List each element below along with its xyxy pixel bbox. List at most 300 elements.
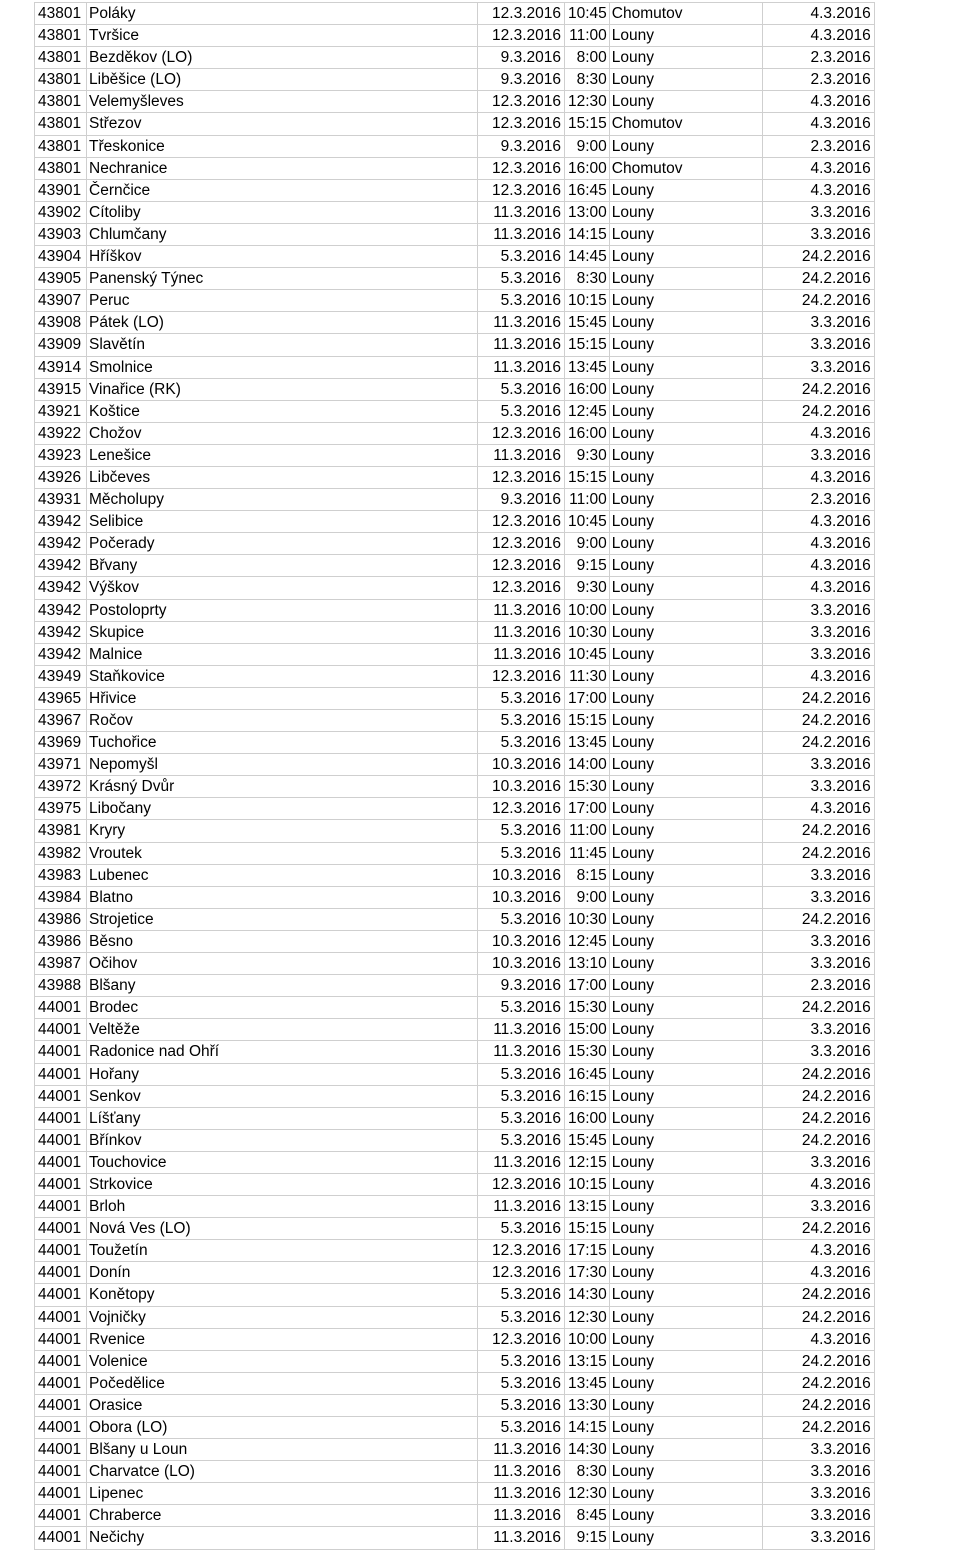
location-cell: Louny: [609, 1085, 762, 1107]
date-cell: 11.3.2016: [478, 356, 565, 378]
municipality-cell: Líšťany: [87, 1107, 478, 1129]
time-cell: 9:15: [565, 1527, 610, 1549]
date-cell: 11.3.2016: [478, 621, 565, 643]
municipality-cell: Skupice: [87, 621, 478, 643]
deadline-date-cell: 4.3.2016: [762, 665, 874, 687]
municipality-cell: Blšany: [87, 975, 478, 997]
postal-code-cell: 44001: [35, 1129, 87, 1151]
location-cell: Chomutov: [609, 3, 762, 25]
deadline-date-cell: 24.2.2016: [762, 378, 874, 400]
date-cell: 11.3.2016: [478, 312, 565, 334]
table-row: [35, 25, 875, 47]
municipality-cell: Lenešice: [87, 444, 478, 466]
municipality-cell: Pátek (LO): [87, 312, 478, 334]
time-cell: 17:00: [565, 687, 610, 709]
municipality-cell: Orasice: [87, 1394, 478, 1416]
location-cell: Louny: [609, 246, 762, 268]
deadline-date-cell: 3.3.2016: [762, 599, 874, 621]
location-cell: Louny: [609, 953, 762, 975]
location-cell: Louny: [609, 1394, 762, 1416]
deadline-date-cell: 4.3.2016: [762, 511, 874, 533]
deadline-date-cell: 24.2.2016: [762, 1284, 874, 1306]
postal-code-cell: 44001: [35, 1218, 87, 1240]
deadline-date-cell: 3.3.2016: [762, 1041, 874, 1063]
date-cell: 12.3.2016: [478, 91, 565, 113]
postal-code-cell: 43909: [35, 334, 87, 356]
municipality-cell: Postoloprty: [87, 599, 478, 621]
municipality-cell: Počerady: [87, 533, 478, 555]
time-cell: 12:30: [565, 1306, 610, 1328]
municipality-cell: Veltěže: [87, 1019, 478, 1041]
postal-code-cell: 43926: [35, 466, 87, 488]
date-cell: 5.3.2016: [478, 1085, 565, 1107]
deadline-date-cell: 4.3.2016: [762, 1240, 874, 1262]
postal-code-cell: 43907: [35, 290, 87, 312]
date-cell: 5.3.2016: [478, 687, 565, 709]
municipality-cell: Očihov: [87, 953, 478, 975]
table-row: [35, 1328, 875, 1350]
time-cell: 9:30: [565, 577, 610, 599]
municipality-cell: Smolnice: [87, 356, 478, 378]
municipality-cell: Poláky: [87, 3, 478, 25]
date-cell: 11.3.2016: [478, 1527, 565, 1549]
deadline-date-cell: 24.2.2016: [762, 268, 874, 290]
time-cell: 9:30: [565, 444, 610, 466]
deadline-date-cell: 24.2.2016: [762, 400, 874, 422]
time-cell: 15:30: [565, 776, 610, 798]
date-cell: 12.3.2016: [478, 25, 565, 47]
date-cell: 12.3.2016: [478, 555, 565, 577]
table-row: [35, 776, 875, 798]
table-row: [35, 1063, 875, 1085]
municipality-cell: Malnice: [87, 643, 478, 665]
postal-code-cell: 43981: [35, 820, 87, 842]
location-cell: Louny: [609, 555, 762, 577]
time-cell: 17:15: [565, 1240, 610, 1262]
date-cell: 11.3.2016: [478, 1151, 565, 1173]
location-cell: Louny: [609, 754, 762, 776]
time-cell: 10:15: [565, 290, 610, 312]
deadline-date-cell: 4.3.2016: [762, 91, 874, 113]
postal-code-cell: 43942: [35, 621, 87, 643]
location-cell: Louny: [609, 1284, 762, 1306]
municipality-cell: Blatno: [87, 886, 478, 908]
postal-code-cell: 44001: [35, 997, 87, 1019]
location-cell: Louny: [609, 732, 762, 754]
postal-code-cell: 43982: [35, 842, 87, 864]
municipality-cell: Výškov: [87, 577, 478, 599]
deadline-date-cell: 4.3.2016: [762, 1173, 874, 1195]
table-row: [35, 820, 875, 842]
table-row: [35, 533, 875, 555]
location-cell: Louny: [609, 1328, 762, 1350]
municipality-cell: Radonice nad Ohří: [87, 1041, 478, 1063]
date-cell: 5.3.2016: [478, 378, 565, 400]
deadline-date-cell: 4.3.2016: [762, 1328, 874, 1350]
deadline-date-cell: 24.2.2016: [762, 1306, 874, 1328]
date-cell: 12.3.2016: [478, 1173, 565, 1195]
time-cell: 8:45: [565, 1505, 610, 1527]
municipality-cell: Třeskonice: [87, 135, 478, 157]
table-row: [35, 91, 875, 113]
location-cell: Louny: [609, 400, 762, 422]
deadline-date-cell: 2.3.2016: [762, 135, 874, 157]
municipality-cell: Selibice: [87, 511, 478, 533]
date-cell: 11.3.2016: [478, 599, 565, 621]
time-cell: 14:45: [565, 246, 610, 268]
time-cell: 13:15: [565, 1350, 610, 1372]
postal-code-cell: 44001: [35, 1372, 87, 1394]
date-cell: 12.3.2016: [478, 511, 565, 533]
date-cell: 12.3.2016: [478, 113, 565, 135]
municipality-cell: Střezov: [87, 113, 478, 135]
municipality-cell: Strojetice: [87, 908, 478, 930]
municipality-cell: Ročov: [87, 710, 478, 732]
date-cell: 11.3.2016: [478, 1439, 565, 1461]
deadline-date-cell: 3.3.2016: [762, 356, 874, 378]
date-cell: 5.3.2016: [478, 820, 565, 842]
time-cell: 15:15: [565, 113, 610, 135]
postal-code-cell: 44001: [35, 1019, 87, 1041]
deadline-date-cell: 3.3.2016: [762, 312, 874, 334]
location-cell: Louny: [609, 334, 762, 356]
deadline-date-cell: 3.3.2016: [762, 643, 874, 665]
municipality-cell: Nová Ves (LO): [87, 1218, 478, 1240]
postal-code-cell: 43949: [35, 665, 87, 687]
deadline-date-cell: 4.3.2016: [762, 577, 874, 599]
date-cell: 10.3.2016: [478, 886, 565, 908]
municipality-cell: Libčeves: [87, 466, 478, 488]
table-row: [35, 599, 875, 621]
time-cell: 13:45: [565, 356, 610, 378]
time-cell: 10:45: [565, 643, 610, 665]
deadline-date-cell: 24.2.2016: [762, 290, 874, 312]
location-cell: Louny: [609, 268, 762, 290]
time-cell: 8:00: [565, 47, 610, 69]
municipality-cell: Charvatce (LO): [87, 1461, 478, 1483]
table-row: [35, 1350, 875, 1372]
location-cell: Louny: [609, 290, 762, 312]
municipality-cell: Cítoliby: [87, 201, 478, 223]
deadline-date-cell: 24.2.2016: [762, 1218, 874, 1240]
time-cell: 15:15: [565, 466, 610, 488]
table-row: [35, 1173, 875, 1195]
table-row: [35, 798, 875, 820]
deadline-date-cell: 4.3.2016: [762, 1262, 874, 1284]
postal-code-cell: 43942: [35, 511, 87, 533]
location-cell: Louny: [609, 665, 762, 687]
postal-code-cell: 43908: [35, 312, 87, 334]
postal-code-cell: 44001: [35, 1350, 87, 1372]
deadline-date-cell: 3.3.2016: [762, 886, 874, 908]
time-cell: 11:00: [565, 820, 610, 842]
postal-code-cell: 43987: [35, 953, 87, 975]
location-cell: Louny: [609, 1505, 762, 1527]
date-cell: 12.3.2016: [478, 798, 565, 820]
postal-code-cell: 44001: [35, 1151, 87, 1173]
postal-code-cell: 43942: [35, 643, 87, 665]
time-cell: 10:45: [565, 511, 610, 533]
time-cell: 9:00: [565, 533, 610, 555]
postal-code-cell: 43801: [35, 25, 87, 47]
date-cell: 12.3.2016: [478, 533, 565, 555]
location-cell: Louny: [609, 312, 762, 334]
postal-code-cell: 44001: [35, 1306, 87, 1328]
date-cell: 5.3.2016: [478, 290, 565, 312]
postal-code-cell: 44001: [35, 1196, 87, 1218]
deadline-date-cell: 24.2.2016: [762, 1129, 874, 1151]
date-cell: 9.3.2016: [478, 47, 565, 69]
municipality-cell: Nepomyšl: [87, 754, 478, 776]
deadline-date-cell: 4.3.2016: [762, 3, 874, 25]
table-row: [35, 135, 875, 157]
postal-code-cell: 43942: [35, 533, 87, 555]
table-row: [35, 1505, 875, 1527]
location-cell: Louny: [609, 356, 762, 378]
deadline-date-cell: 3.3.2016: [762, 864, 874, 886]
municipality-cell: Senkov: [87, 1085, 478, 1107]
postal-code-cell: 43972: [35, 776, 87, 798]
table-row: [35, 687, 875, 709]
table-row: [35, 555, 875, 577]
municipality-cell: Toužetín: [87, 1240, 478, 1262]
table-row: [35, 1284, 875, 1306]
postal-code-cell: 44001: [35, 1483, 87, 1505]
table-row: [35, 754, 875, 776]
deadline-date-cell: 4.3.2016: [762, 533, 874, 555]
table-row: [35, 997, 875, 1019]
date-cell: 5.3.2016: [478, 1394, 565, 1416]
location-cell: Louny: [609, 1527, 762, 1549]
time-cell: 13:30: [565, 1394, 610, 1416]
time-cell: 15:30: [565, 1041, 610, 1063]
time-cell: 11:30: [565, 665, 610, 687]
location-cell: Louny: [609, 444, 762, 466]
municipality-cell: Brodec: [87, 997, 478, 1019]
deadline-date-cell: 3.3.2016: [762, 754, 874, 776]
location-cell: Louny: [609, 908, 762, 930]
date-cell: 11.3.2016: [478, 1505, 565, 1527]
date-cell: 5.3.2016: [478, 997, 565, 1019]
postal-code-cell: 43801: [35, 91, 87, 113]
postal-code-cell: 44001: [35, 1085, 87, 1107]
location-cell: Louny: [609, 1240, 762, 1262]
time-cell: 14:00: [565, 754, 610, 776]
location-cell: Louny: [609, 820, 762, 842]
table-row: [35, 908, 875, 930]
location-cell: Louny: [609, 223, 762, 245]
postal-code-cell: 44001: [35, 1284, 87, 1306]
postal-code-cell: 43905: [35, 268, 87, 290]
postal-code-cell: 43904: [35, 246, 87, 268]
deadline-date-cell: 3.3.2016: [762, 776, 874, 798]
table-row: [35, 378, 875, 400]
table-row: [35, 886, 875, 908]
time-cell: 9:00: [565, 886, 610, 908]
deadline-date-cell: 24.2.2016: [762, 842, 874, 864]
table-row: [35, 1372, 875, 1394]
table-row: [35, 69, 875, 91]
time-cell: 13:10: [565, 953, 610, 975]
location-cell: Louny: [609, 1063, 762, 1085]
table-row: [35, 621, 875, 643]
time-cell: 11:45: [565, 842, 610, 864]
location-cell: Louny: [609, 378, 762, 400]
location-cell: Louny: [609, 1461, 762, 1483]
deadline-date-cell: 24.2.2016: [762, 1372, 874, 1394]
time-cell: 15:15: [565, 710, 610, 732]
deadline-date-cell: 4.3.2016: [762, 179, 874, 201]
location-cell: Louny: [609, 710, 762, 732]
date-cell: 5.3.2016: [478, 1284, 565, 1306]
postal-code-cell: 43942: [35, 555, 87, 577]
time-cell: 9:15: [565, 555, 610, 577]
municipality-cell: Chožov: [87, 422, 478, 444]
municipality-cell: Vroutek: [87, 842, 478, 864]
date-cell: 11.3.2016: [478, 1196, 565, 1218]
table-row: [35, 1483, 875, 1505]
date-cell: 5.3.2016: [478, 246, 565, 268]
date-cell: 10.3.2016: [478, 953, 565, 975]
deadline-date-cell: 3.3.2016: [762, 1483, 874, 1505]
municipality-cell: Vojničky: [87, 1306, 478, 1328]
date-cell: 12.3.2016: [478, 1240, 565, 1262]
deadline-date-cell: 3.3.2016: [762, 930, 874, 952]
deadline-date-cell: 3.3.2016: [762, 1505, 874, 1527]
postal-code-cell: 44001: [35, 1527, 87, 1549]
date-cell: 5.3.2016: [478, 400, 565, 422]
table-row: [35, 1085, 875, 1107]
municipality-cell: Hříškov: [87, 246, 478, 268]
municipality-cell: Konětopy: [87, 1284, 478, 1306]
time-cell: 17:00: [565, 975, 610, 997]
location-cell: Louny: [609, 91, 762, 113]
table-row: [35, 444, 875, 466]
table-row: [35, 113, 875, 135]
date-cell: 12.3.2016: [478, 577, 565, 599]
table-row: [35, 3, 875, 25]
postal-code-cell: 44001: [35, 1107, 87, 1129]
deadline-date-cell: 3.3.2016: [762, 953, 874, 975]
deadline-date-cell: 3.3.2016: [762, 444, 874, 466]
time-cell: 15:30: [565, 997, 610, 1019]
location-cell: Louny: [609, 135, 762, 157]
location-cell: Chomutov: [609, 113, 762, 135]
time-cell: 17:00: [565, 798, 610, 820]
postal-code-cell: 44001: [35, 1262, 87, 1284]
deadline-date-cell: 3.3.2016: [762, 201, 874, 223]
table-row: [35, 1262, 875, 1284]
location-cell: Louny: [609, 1372, 762, 1394]
date-cell: 5.3.2016: [478, 732, 565, 754]
table-row: [35, 356, 875, 378]
time-cell: 14:30: [565, 1284, 610, 1306]
date-cell: 12.3.2016: [478, 466, 565, 488]
postal-code-cell: 44001: [35, 1505, 87, 1527]
location-cell: Louny: [609, 798, 762, 820]
time-cell: 12:45: [565, 930, 610, 952]
table-row: [35, 201, 875, 223]
date-cell: 12.3.2016: [478, 422, 565, 444]
municipality-cell: Černčice: [87, 179, 478, 201]
table-row: [35, 864, 875, 886]
date-cell: 11.3.2016: [478, 201, 565, 223]
table-row: [35, 842, 875, 864]
time-cell: 10:30: [565, 908, 610, 930]
location-cell: Louny: [609, 621, 762, 643]
municipality-cell: Měcholupy: [87, 489, 478, 511]
location-cell: Louny: [609, 997, 762, 1019]
municipality-cell: Nečichy: [87, 1527, 478, 1549]
table-row: [35, 710, 875, 732]
municipality-cell: Brloh: [87, 1196, 478, 1218]
municipality-cell: Panenský Týnec: [87, 268, 478, 290]
table-row: [35, 47, 875, 69]
deadline-date-cell: 2.3.2016: [762, 975, 874, 997]
table-row: [35, 312, 875, 334]
municipality-cell: Tvršice: [87, 25, 478, 47]
postal-code-cell: 43984: [35, 886, 87, 908]
date-cell: 9.3.2016: [478, 69, 565, 91]
table-row: [35, 157, 875, 179]
date-cell: 11.3.2016: [478, 444, 565, 466]
location-cell: Louny: [609, 864, 762, 886]
date-cell: 10.3.2016: [478, 776, 565, 798]
location-cell: Louny: [609, 1262, 762, 1284]
location-cell: Louny: [609, 1483, 762, 1505]
schedule-table: [34, 2, 875, 1550]
deadline-date-cell: 3.3.2016: [762, 1019, 874, 1041]
postal-code-cell: 43801: [35, 113, 87, 135]
time-cell: 9:00: [565, 135, 610, 157]
time-cell: 13:00: [565, 201, 610, 223]
deadline-date-cell: 3.3.2016: [762, 1151, 874, 1173]
time-cell: 14:15: [565, 223, 610, 245]
time-cell: 16:45: [565, 1063, 610, 1085]
date-cell: 11.3.2016: [478, 643, 565, 665]
municipality-cell: Touchovice: [87, 1151, 478, 1173]
date-cell: 5.3.2016: [478, 1218, 565, 1240]
municipality-cell: Kryry: [87, 820, 478, 842]
time-cell: 10:00: [565, 1328, 610, 1350]
time-cell: 12:30: [565, 1483, 610, 1505]
location-cell: Chomutov: [609, 157, 762, 179]
postal-code-cell: 43915: [35, 378, 87, 400]
date-cell: 9.3.2016: [478, 975, 565, 997]
postal-code-cell: 43983: [35, 864, 87, 886]
table-row: [35, 577, 875, 599]
municipality-cell: Počedělice: [87, 1372, 478, 1394]
table-row: [35, 1240, 875, 1262]
postal-code-cell: 43902: [35, 201, 87, 223]
time-cell: 16:00: [565, 1107, 610, 1129]
table-row: [35, 246, 875, 268]
deadline-date-cell: 2.3.2016: [762, 47, 874, 69]
deadline-date-cell: 24.2.2016: [762, 1063, 874, 1085]
municipality-cell: Strkovice: [87, 1173, 478, 1195]
date-cell: 9.3.2016: [478, 489, 565, 511]
deadline-date-cell: 2.3.2016: [762, 489, 874, 511]
postal-code-cell: 43986: [35, 930, 87, 952]
table-row: [35, 179, 875, 201]
location-cell: Louny: [609, 643, 762, 665]
deadline-date-cell: 24.2.2016: [762, 820, 874, 842]
postal-code-cell: 43969: [35, 732, 87, 754]
postal-code-cell: 44001: [35, 1173, 87, 1195]
postal-code-cell: 43903: [35, 223, 87, 245]
time-cell: 14:15: [565, 1417, 610, 1439]
date-cell: 5.3.2016: [478, 1372, 565, 1394]
